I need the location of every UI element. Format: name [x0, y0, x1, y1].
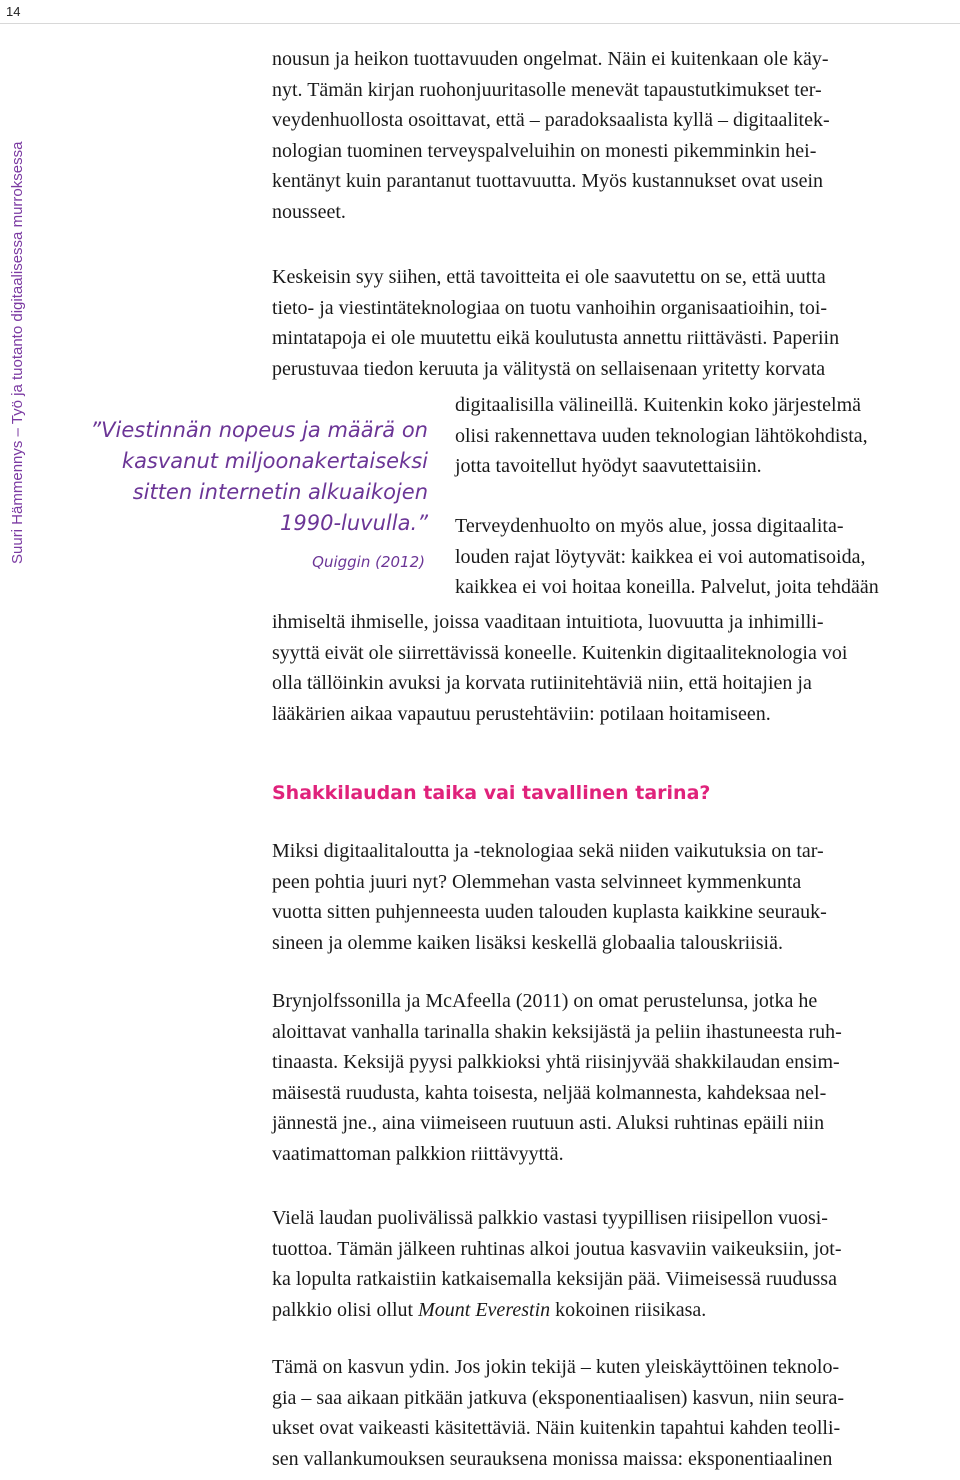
text-line: ukset ovat vaikeasti käsitettäviä. Näin kuitenkin tapahtui kahden teolli- — [272, 1417, 841, 1439]
text-line: vuotta sitten puhjenneesta uuden talouden kuplasta kaikkine seurauk- — [272, 901, 827, 923]
text-line: kaikkea ei voi hoitaa koneilla. Palvelut, joita tehdään — [455, 576, 879, 598]
text-line: Terveydenhuolto on myös alue, jossa digitaalita- — [455, 515, 844, 537]
text-line: tinaasta. Keksijä pyysi palkkioksi yhtä riisinjyvää shakkilaudan ensim- — [272, 1051, 840, 1073]
text-line: mäisestä ruudusta, kahta toisesta, neljää kolmannesta, kahdeksaa nel- — [272, 1081, 827, 1104]
text-line: aloittavat vanhalla tarinalla shakin keksijästä ja peliin ihastuneesta ruh- — [272, 1020, 842, 1043]
text-line: sen vallankumouksen seurauksena monissa maissa: eksponentiaalinen — [272, 1447, 833, 1470]
text-line-mixed — [272, 1295, 952, 1326]
running-header: Suuri Hämmennys – Työ ja tuotanto digitaalisessa murroksessa — [9, 141, 26, 564]
text-line: gia – saa aikaan pitkään jatkuva (eksponentiaalisen) kasvun, niin seura- — [272, 1386, 845, 1409]
pullquote-line: kasvanut miljoonakertaiseksi — [121, 449, 428, 473]
text-line: nologian tuominen terveyspalveluihin on monesti pikemminkin hei- — [272, 139, 817, 162]
page-number: 14 — [6, 4, 21, 19]
paragraph-2-indented — [455, 390, 955, 482]
text-run: palkkio olisi ollut — [272, 1298, 419, 1321]
text-line: nousun ja heikon tuottavuuden ongelmat. Näin ei kuitenkaan ole käy- — [272, 48, 829, 70]
paragraph-5 — [272, 986, 952, 1169]
text-line: nyt. Tämän kirjan ruohonjuuritasolle menevät tapaustutkimukset ter- — [272, 78, 822, 101]
paragraph-7 — [272, 1352, 952, 1474]
text-line: jännestä jne., aina viimeiseen ruutuun asti. Aluksi ruhtinas epäili niin — [272, 1112, 825, 1134]
text-line: sineen ja olemme kaiken lisäksi keskellä globaalia talouskriisiä. — [272, 931, 783, 954]
text-line: kentänyt kuin parantanut tuottavuutta. Myös kustannukset ovat usein — [272, 170, 824, 192]
pullquote-line: 1990-luvulla.” — [280, 511, 428, 535]
pullquote — [58, 415, 428, 539]
text-line: louden rajat löytyvät: kaikkea ei voi automatisoida, — [455, 545, 866, 568]
paragraph-2 — [272, 262, 952, 384]
paragraph-3-indented — [455, 511, 955, 603]
text-line: mintatapoja ei ole muutettu eikä koulutusta annettu riittävästi. Paperiin — [272, 327, 840, 349]
paragraph-4 — [272, 836, 952, 958]
text-line: veydenhuollosta osoittavat, että – paradoksaalista kyllä – digitaalitek- — [272, 109, 830, 131]
text-line: ka lopulta ratkaistiin katkaisemalla keksijän pää. Viimeisessä ruudussa — [272, 1268, 837, 1290]
paragraph-1 — [272, 44, 952, 227]
text-line: vaatimattoman palkkion riittävyyttä. — [272, 1142, 564, 1165]
italic-title: Mount Everestin — [418, 1298, 551, 1321]
text-line: olisi rakennettava uuden teknologian lähtökohdista, — [455, 424, 868, 447]
text-line: Keskeisin syy siihen, että tavoitteita ei ole saavutettu on se, että uutta — [272, 266, 826, 288]
text-line: ihmiseltä ihmiselle, joissa vaaditaan intuitiota, luovuutta ja inhimilli- — [272, 611, 824, 633]
paragraph-6 — [272, 1203, 952, 1325]
text-line: digitaalisilla välineillä. Kuitenkin koko järjestelmä — [455, 394, 862, 416]
text-run: kokoinen riisikasa. — [550, 1298, 707, 1321]
pullquote-source: Quiggin (2012) — [312, 553, 425, 571]
text-line: Miksi digitaalitaloutta ja -teknologiaa sekä niiden vaikutuksia on tar- — [272, 840, 824, 862]
text-line: Vielä laudan puolivälissä palkkio vastasi tyypillisen riisipellon vuosi- — [272, 1207, 828, 1229]
text-line: peen pohtia juuri nyt? Olemmehan vasta selvinneet kymmenkunta — [272, 870, 802, 893]
header-divider — [0, 23, 960, 24]
text-line: olla tällöinkin avuksi ja korvata rutiinitehtäviä niin, että hoitajien ja — [272, 672, 812, 694]
paragraph-3 — [272, 607, 952, 729]
text-line: tieto- ja viestintäteknologiaa on tuotu vanhoihin organisaatioihin, toi- — [272, 296, 828, 319]
text-line: Tämä on kasvun ydin. Jos jokin tekijä – kuten yleiskäyttöinen teknolo- — [272, 1356, 840, 1378]
pullquote-line: sitten internetin alkuaikojen — [132, 480, 428, 504]
text-line: Brynjolfssonilla ja McAfeella (2011) on omat perustelunsa, jotka he — [272, 990, 818, 1012]
text-line: jotta tavoitellut hyödyt saavutettaisiin. — [455, 455, 762, 477]
text-line: nousseet. — [272, 200, 346, 223]
text-line: lääkärien aikaa vapautuu perustehtäviin: potilaan hoitamiseen. — [272, 702, 771, 725]
running-header-strip — [0, 24, 34, 1480]
section-heading: Shakkilaudan taika vai tavallinen tarina? — [272, 782, 711, 804]
pullquote-line: ”Viestinnän nopeus ja määrä on — [90, 418, 428, 442]
text-line: syyttä eivät ole siirrettävissä koneelle. Kuitenkin digitaaliteknologia voi — [272, 641, 848, 664]
text-line: perustuvaa tiedon keruuta ja välitystä on sellaisenaan yritetty korvata — [272, 357, 826, 380]
text-line: tuottoa. Tämän jälkeen ruhtinas alkoi joutua kasvaviin vaikeuksiin, jot- — [272, 1237, 842, 1260]
